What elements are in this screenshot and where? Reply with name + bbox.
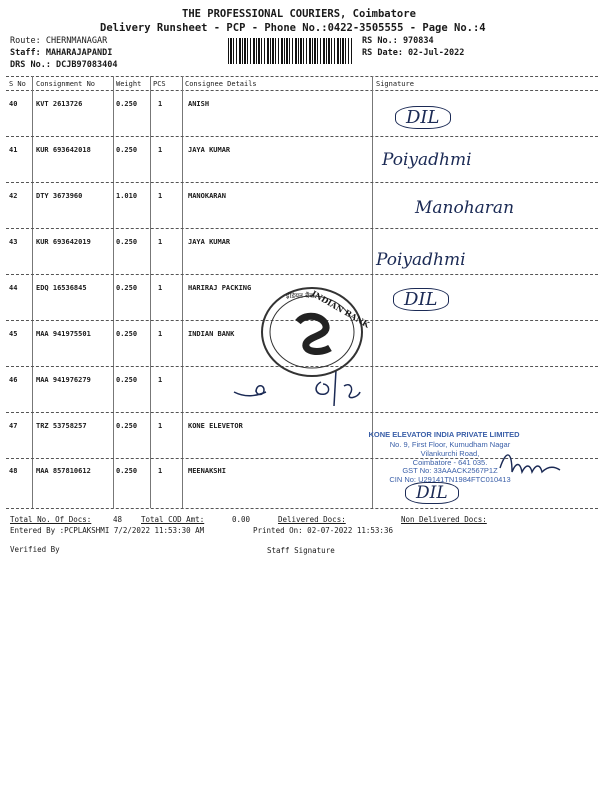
row-divider [6,182,598,183]
table-row-consignment: KUR 693642018 [36,146,91,154]
staff-signature-label: Staff Signature [267,546,335,555]
rs-number: RS No.: 970834 [362,36,434,46]
col-header-pcs: PCS [153,80,166,88]
non-delivered-docs-label: Non Delivered Docs: [401,515,487,524]
table-row-pcs: 1 [158,238,163,246]
table-row-consignee: JAYA KUMAR [188,238,231,246]
table-row-sno: 48 [9,467,18,475]
table-row-pcs: 1 [158,146,163,154]
kone-stamp-line3: Vilankurchi Road, [420,449,480,458]
total-docs-value: 48 [113,515,123,524]
table-row-weight: 0.250 [116,100,138,108]
kone-stamp-line2: No. 9, First Floor, Kumudham Nagar [389,440,511,449]
table-row-sno: 47 [9,422,18,430]
company-title: THE PROFESSIONAL COURIERS, Coimbatore [182,8,416,20]
table-row-sno: 46 [9,376,18,384]
table-row-consignee: JAYA KUMAR [188,146,231,154]
total-cod-label: Total COD Amt: [141,515,205,524]
signature-row-40: DIL [395,106,451,129]
table-row-consignee: MEENAKSHI [188,467,226,475]
col-divider [150,76,151,508]
col-divider [32,76,33,508]
table-row-weight: 0.250 [116,284,138,292]
kone-stamp-line5: GST No: 33AAACK2567P1Z [402,466,498,475]
table-row-consignment: TRZ 53758257 [36,422,87,430]
table-row-consignee: HARIRAJ PACKING [188,284,252,292]
stamp-bank-hindi: इंडियन बैंक [286,292,315,300]
total-cod-value: 0.00 [232,515,251,524]
col-header-consignee: Consignee Details [185,80,257,88]
signature-row-44: DIL [393,288,449,311]
table-row-sno: 44 [9,284,18,292]
table-row-consignment: KVT 2613726 [36,100,83,108]
table-row-consignee: KONE ELEVETOR [188,422,243,430]
row-divider [6,274,598,275]
kone-stamp-line4: Coimbatore - 641 035. [412,458,488,467]
table-row-pcs: 1 [158,330,163,338]
table-row-weight: 0.250 [116,376,138,384]
kone-stamp-line1: KONE ELEVATOR INDIA PRIVATE LIMITED [368,430,520,439]
table-row-consignment: KUR 693642019 [36,238,91,246]
table-row-weight: 0.250 [116,238,138,246]
table-row-weight: 0.250 [116,146,138,154]
row-divider [6,412,598,413]
table-row-sno: 42 [9,192,18,200]
table-row-consignee: INDIAN BANK [188,330,235,338]
table-row-pcs: 1 [158,376,163,384]
kone-stamp-line6: CIN No: U29141TN1984FTC010413 [389,475,511,484]
table-bottom-line [6,508,598,509]
table-row-sno: 40 [9,100,18,108]
table-row-consignment: MAA 857810612 [36,467,91,475]
table-row-pcs: 1 [158,284,163,292]
delivered-docs-label: Delivered Docs: [278,515,346,524]
table-top-line [6,76,598,77]
signature-row-43: Poiyadhmi [376,250,466,270]
signature-row-42: Manoharan [415,198,515,218]
col-divider [113,76,114,508]
signature-row-48: DIL [405,482,459,504]
stamp-bank-name: INDIAN BANK [309,288,372,330]
table-row-sno: 45 [9,330,18,338]
rs-date: RS Date: 02-Jul-2022 [362,48,465,58]
table-row-weight: 1.010 [116,192,138,200]
verified-by-label: Verified By [10,545,60,554]
table-row-consignment: EDQ 16536845 [36,284,87,292]
staff-label: Staff: MAHARAJAPANDI [10,48,113,58]
table-row-pcs: 1 [158,100,163,108]
table-row-consignment: MAA 941975501 [36,330,91,338]
drs-number: DRS No.: DCJB97083404 [10,60,118,70]
entered-by: Entered By :PCPLAKSHMI 7/2/2022 11:53:30 AM [10,526,205,535]
table-row-sno: 43 [9,238,18,246]
row-divider [6,136,598,137]
table-row-weight: 0.250 [116,330,138,338]
table-row-weight: 0.250 [116,422,138,430]
table-row-consignee: MANOKARAN [188,192,226,200]
row-divider [6,228,598,229]
col-header-signature: Signature [376,80,414,88]
col-header-consignment: Consignment No [36,80,96,88]
table-row-pcs: 1 [158,192,163,200]
kone-signature-icon [494,446,564,476]
table-row-sno: 41 [9,146,18,154]
header-bottom-line [6,90,598,91]
barcode [228,38,352,64]
table-row-consignment: MAA 941976279 [36,376,91,384]
table-row-weight: 0.250 [116,467,138,475]
table-row-pcs: 1 [158,422,163,430]
col-header-weight: Weight [116,80,142,88]
table-row-consignee: ANISH [188,100,210,108]
printed-on: Printed On: 02-07-2022 11:53:36 [253,526,393,535]
table-row-pcs: 1 [158,467,163,475]
col-header-sno: S No [9,80,26,88]
signature-row-41: Poiyadhmi [382,150,472,170]
total-docs-label: Total No. Of Docs: [10,515,92,524]
table-row-consignment: DTY 3673960 [36,192,83,200]
col-divider [182,76,183,508]
route-label: Route: CHERNMANAGAR [10,36,108,46]
runsheet-subtitle: Delivery Runsheet - PCP - Phone No.:0422-3505555 - Page No.:4 [100,22,486,34]
